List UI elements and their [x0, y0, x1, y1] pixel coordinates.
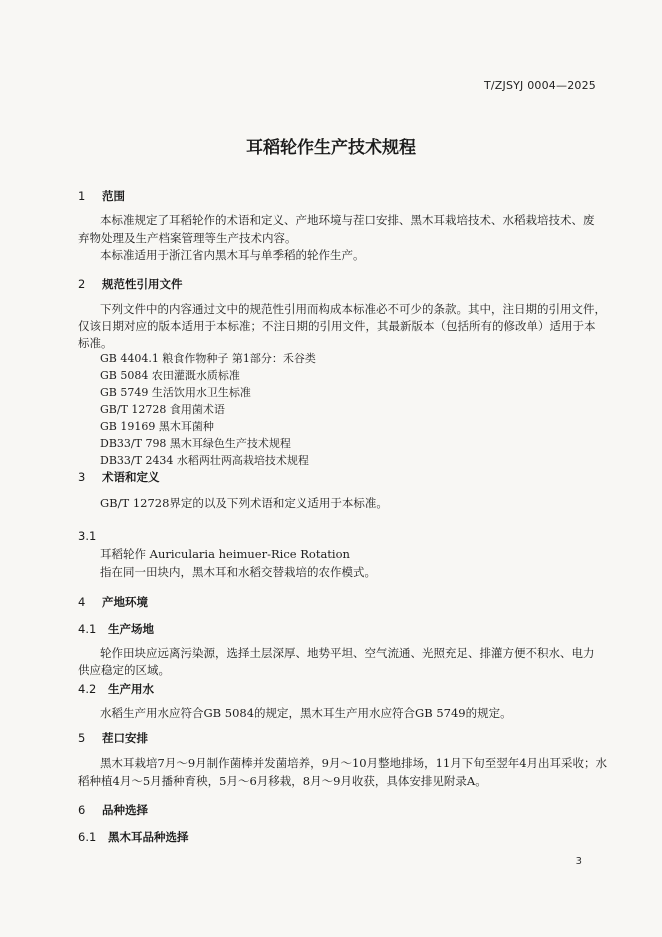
paragraph-line: 黑木耳栽培7月～9月制作菌棒并发菌培养，9月～10月整地排场，11月下旬至翌年4月出耳采收；水: [100, 756, 608, 770]
paragraph-line: 仅该日期对应的版本适用于本标准；不注日期的引用文件，其最新版本（包括所有的修改单）适用于本: [78, 319, 596, 333]
section-4-heading: [78, 594, 148, 610]
subsection-title: 生产场地: [108, 622, 154, 636]
term-definition: 指在同一田块内，黑木耳和水稻交替栽培的农作模式。: [100, 565, 376, 579]
subsection-number: 6.1: [78, 830, 97, 844]
subsection-number: 4.2: [78, 682, 97, 696]
reference-item: GB 5084 农田灌溉水质标准: [100, 369, 240, 382]
subsection-number: 3.1: [78, 529, 97, 543]
section-title: 品种选择: [102, 803, 148, 817]
section-6-heading: [78, 802, 148, 818]
paragraph-line: 下列文件中的内容通过文中的规范性引用而构成本标准必不可少的条款。其中，注日期的引用文件，: [100, 302, 606, 316]
section-title: 茬口安排: [102, 731, 148, 745]
reference-item: DB33/T 798 黑木耳绿色生产技术规程: [100, 437, 291, 450]
section-title: 产地环境: [102, 595, 148, 609]
section-number: 5: [78, 731, 86, 745]
reference-item: GB 4404.1 粮食作物种子 第1部分：禾谷类: [100, 352, 316, 365]
section-number: 4: [78, 595, 86, 609]
section-number: 3: [78, 470, 86, 484]
subsection-6-1-heading: [78, 829, 189, 845]
paragraph-line: 本标准规定了耳稻轮作的术语和定义、产地环境与茬口安排、黑木耳栽培技术、水稻栽培技术、废: [100, 213, 595, 227]
paragraph-line: 稻种植4月～5月播种育秧，5月～6月移栽，8月～9月收获，具体安排见附录A。: [78, 774, 487, 788]
subsection-3-1-heading: [78, 529, 108, 543]
subsection-4-2-heading: [78, 681, 154, 697]
section-3-heading: [78, 469, 160, 485]
document-title: 耳稻轮作生产技术规程: [246, 138, 416, 158]
reference-item: GB 5749 生活饮用水卫生标准: [100, 386, 251, 399]
subsection-title: 生产用水: [108, 682, 154, 696]
section-title: 规范性引用文件: [102, 277, 183, 291]
paragraph-line: 轮作田块应远离污染源，选择土层深厚、地势平坦、空气流通、光照充足、排灌方便不积水、电力: [100, 646, 595, 660]
section-number: 2: [78, 277, 86, 291]
reference-item: GB/T 12728 食用菌术语: [100, 403, 225, 416]
section-number: 1: [78, 189, 86, 203]
paragraph-line: 弃物处理及生产档案管理等生产技术内容。: [78, 231, 297, 245]
paragraph-line: 水稻生产用水应符合GB 5084的规定，黑木耳生产用水应符合GB 5749的规定。: [100, 706, 512, 720]
document-code: T/ZJSYJ 0004—2025: [483, 79, 596, 92]
paragraph-line: 标准。: [78, 336, 113, 350]
section-number: 6: [78, 803, 86, 817]
paragraph-line: 本标准适用于浙江省内黑木耳与单季稻的轮作生产。: [100, 248, 365, 262]
page-number: 3: [575, 856, 582, 867]
section-title: 术语和定义: [102, 470, 160, 484]
subsection-number: 4.1: [78, 622, 97, 636]
section-5-heading: [78, 730, 148, 746]
subsection-title: 黑木耳品种选择: [108, 830, 189, 844]
section-2-heading: [78, 276, 183, 292]
section-1-heading: [78, 188, 125, 204]
paragraph-line: 供应稳定的区域。: [78, 663, 170, 677]
section-title: 范围: [102, 189, 125, 203]
reference-item: GB 19169 黑木耳菌种: [100, 420, 214, 433]
reference-item: DB33/T 2434 水稻两壮两高栽培技术规程: [100, 454, 309, 467]
paragraph-line: GB/T 12728界定的以及下列术语和定义适用于本标准。: [100, 496, 388, 510]
term-entry: 耳稻轮作 Auricularia heimuer-Rice Rotation: [100, 547, 350, 561]
subsection-4-1-heading: [78, 621, 154, 637]
